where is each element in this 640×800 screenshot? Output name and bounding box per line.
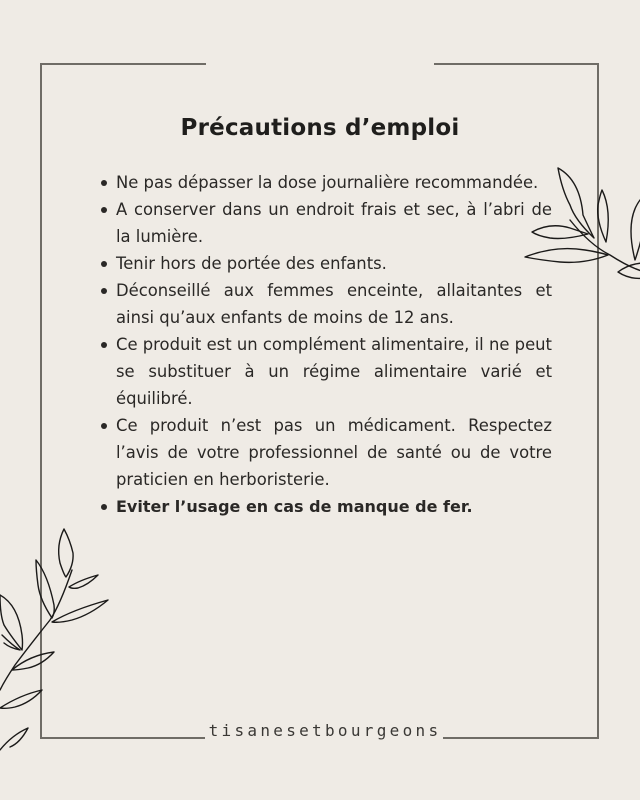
precaution-item: Ne pas dépasser la dose journalière recommandée.	[100, 169, 552, 196]
precaution-item: Tenir hors de portée des enfants.	[100, 250, 552, 277]
precaution-item: Ce produit n’est pas un médicament. Respectez l’avis de votre professionnel de santé ou de votre praticien en herboristerie.	[100, 412, 552, 493]
brand-signature: tisanesetbourgeons	[208, 721, 442, 740]
precaution-item: A conserver dans un endroit frais et sec, à l’abri de la lumière.	[100, 196, 552, 250]
frame-top-right-segment	[434, 63, 599, 65]
leaf-branch-icon-top-right	[530, 160, 640, 290]
frame-bottom-right-segment	[443, 737, 599, 739]
precaution-item-warning: Eviter l’usage en cas de manque de fer.	[100, 493, 552, 520]
precaution-item: Déconseillé aux femmes enceinte, allaitantes et ainsi qu’aux enfants de moins de 12 ans.	[100, 277, 552, 331]
precaution-item: Ce produit est un complément alimentaire, il ne peut se substituer à un régime alimentaire varié et équilibré.	[100, 331, 552, 412]
page-title: Précautions d’emploi	[180, 115, 460, 141]
precautions-list	[100, 169, 552, 520]
leaf-branch-icon-bottom-left	[0, 525, 110, 760]
frame-top-left-segment	[40, 63, 206, 65]
